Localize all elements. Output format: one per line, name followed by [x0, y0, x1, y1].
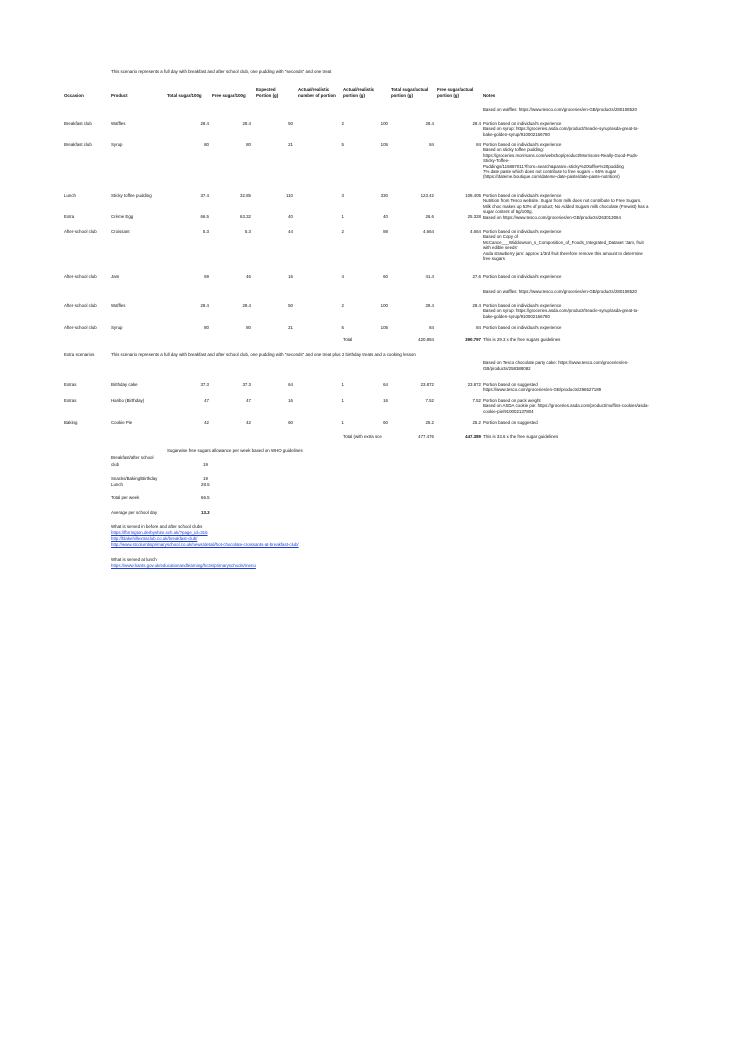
total-note: This is 29.3 x the free sugars guidelines	[483, 337, 561, 342]
cell-total-sugar-actual: 25.2	[425, 420, 434, 425]
note-line: https://groceries.morrisons.com/webshop/product/Morrisons-Really-Good-Puds-	[483, 152, 639, 158]
cell-number-portion: 1	[341, 382, 344, 387]
cell-product: Waffles	[111, 303, 126, 308]
cell-occasion: After-school club	[64, 229, 97, 234]
header-actual-portion-1: Actual/realistic	[343, 87, 375, 92]
header-free-sugar-actual-1: Free sugar/actual	[437, 87, 474, 92]
note-line: 7% date paste which does not contribute to free sugars = 65% sugar	[483, 169, 617, 175]
allowance-average-label: Average per school day	[111, 510, 158, 515]
note-line: (https://dateme.boutique.com/dateme-date-paste/date-paste-nutrition/)	[483, 174, 620, 180]
cell-free-sugar-actual: 23.872	[467, 382, 481, 387]
cell-expected-portion: 44	[288, 229, 293, 234]
allowance-title: Sugarwise free sugars allowance per week based on WHO guidelines	[167, 448, 303, 453]
cell-free-sugar: 37.3	[242, 382, 251, 387]
cell-total-sugar: 28.4	[200, 121, 209, 126]
cell-total-sugar: 66.5	[200, 214, 209, 219]
cell-free-sugar: 47	[246, 398, 251, 403]
cell-occasion: Breakfast club	[64, 121, 92, 126]
header-occasion: Occasion	[64, 93, 84, 98]
cell-free-sugar-actual: 84	[476, 142, 481, 147]
header-notes: Notes	[483, 93, 496, 98]
cell-occasion: Baking	[64, 420, 78, 425]
cell-product: Jam	[111, 274, 120, 279]
cell-number-portion: 5	[341, 142, 344, 147]
note-block	[483, 229, 693, 261]
allowance-breakfast-label-1: Breakfast/after school	[111, 455, 154, 460]
note-line: Based on https://www.tesco.com/groceries/en-GB/products/263013064	[483, 214, 621, 220]
note-block	[483, 398, 693, 414]
header-total-sugar-actual-2: portion (g)	[391, 93, 413, 98]
cell-free-sugar-actual: 25.328	[467, 214, 481, 219]
cell-product: Birthday cake	[111, 382, 138, 387]
cell-product: Haribo (Birthday)	[111, 398, 145, 403]
cell-expected-portion: 21	[288, 142, 293, 147]
cell-total-sugar: 80	[204, 142, 209, 147]
cell-free-sugar: 5.3	[244, 229, 251, 234]
note-line: Based on sticky toffee pudding:	[483, 147, 544, 153]
cell-occasion: Extras	[64, 398, 77, 403]
cell-free-sugar: 32.85	[240, 193, 251, 198]
cell-free-sugar-actual: 28.4	[472, 303, 481, 308]
header-free-sugar-100g: Free sugar/100g	[212, 93, 246, 98]
note-line: https://www.tesco.com/groceries/en-GB/products/296527189	[483, 387, 602, 393]
cell-total-sugar: 47	[204, 398, 209, 403]
cell-actual-portion: 105	[380, 325, 388, 330]
note-block	[483, 289, 693, 294]
note-line: Asda strawberry jam: approx 1/3rd fruit therefore remove this amount to determine	[483, 250, 643, 256]
cell-occasion: Extra	[64, 214, 75, 219]
cell-expected-portion: 60	[288, 420, 293, 425]
note-line: Milk choc makes up 53% of product; No Added Sugars milk chocolate (Frewist) has a	[483, 203, 649, 209]
cell-product: Syrup	[111, 325, 123, 330]
allowance-breakfast-value: 19	[203, 462, 208, 467]
header-free-sugar-actual-2: portion (g)	[437, 93, 459, 98]
allowance-snacks-label: Snacks/Baking/Birthday	[111, 476, 158, 481]
cell-actual-portion: 60	[383, 274, 388, 279]
note-block	[483, 303, 693, 319]
cell-free-sugar: 63.32	[240, 214, 251, 219]
cell-occasion: Lunch	[64, 193, 76, 198]
cell-actual-portion: 64	[383, 382, 388, 387]
free-sugar-sum: 390.797	[465, 337, 481, 342]
cell-product: Syrup	[111, 142, 123, 147]
cell-number-portion: 4	[341, 274, 344, 279]
cell-number-portion: 3	[341, 193, 344, 198]
cell-actual-portion: 100	[380, 121, 388, 126]
cell-free-sugar: 42	[246, 420, 251, 425]
extra-free-sugar-sum: 447.389	[465, 434, 481, 439]
cell-total-sugar-actual: 84	[429, 142, 434, 147]
cell-number-portion: 1	[341, 214, 344, 219]
note-block	[483, 382, 693, 393]
cell-expected-portion: 50	[288, 121, 293, 126]
cell-occasion: After-school club	[64, 325, 97, 330]
cell-free-sugar-actual: 84	[476, 325, 481, 330]
note-line: Portion based on individual's experience	[483, 142, 562, 147]
note-line: Sticky-Toffee-	[483, 158, 510, 164]
cell-expected-portion: 50	[288, 303, 293, 308]
cell-expected-portion: 110	[286, 193, 293, 198]
cell-free-sugar: 28.4	[242, 121, 251, 126]
cell-free-sugar: 28.4	[242, 303, 251, 308]
note-line: Based on syrup: https://groceries.asda.com/product/treacle-syrup/asda-great-to-	[483, 126, 639, 132]
link-lunch-menu[interactable]: https://www.hants.gov.uk/educationandlearning/hc3s/primaryschools/menu	[111, 563, 256, 568]
allowance-breakfast-label-2: club	[111, 462, 120, 467]
note-line: Based on syrup: https://groceries.asda.com/product/treacle-syrup/asda-great-to-	[483, 308, 639, 314]
cell-product: Waffles	[111, 121, 126, 126]
note-block	[483, 121, 693, 137]
cell-product: Crème Egg	[111, 214, 134, 219]
cell-number-portion: 2	[341, 121, 344, 126]
note-block	[483, 193, 693, 220]
cell-total-sugar-actual: 4.664	[423, 229, 434, 234]
note-line: Nutrition from Tesco website. Sugar from milk does not contribute to Free Sugars.	[483, 198, 642, 204]
allowance-total-label: Total per week	[111, 495, 140, 500]
note-block	[483, 325, 693, 330]
cell-free-sugar-actual: 4.664	[470, 229, 481, 234]
note-line: Based on waffles: https://www.tesco.com/groceries/en-GB/products/280108520	[483, 107, 637, 112]
cell-total-sugar: 28.4	[200, 303, 209, 308]
cell-actual-portion: 330	[380, 193, 388, 198]
cell-occasion: After-school club	[64, 303, 97, 308]
cell-product: Cookie Pie	[111, 420, 133, 425]
cell-total-sugar-actual: 41.4	[425, 274, 434, 279]
cell-total-sugar: 69	[204, 274, 209, 279]
note-line: Based on Copy of	[483, 234, 518, 240]
allowance-average-value: 13.3	[201, 510, 210, 515]
extra-description: This scenario represents a full day with breakfast and after school club, one pudding with "seconds" and one treat plus 2 birthday treats and a cooking lesson	[111, 352, 416, 357]
link-school-2[interactable]: http://blakehillextraclub.co.uk/breakfast-club/	[111, 536, 198, 541]
note-line: Portion based on individual's experience	[483, 303, 562, 308]
cell-expected-portion: 40	[288, 214, 293, 219]
cell-total-sugar: 37.3	[200, 382, 209, 387]
allowance-total-value: 66.5	[201, 495, 210, 500]
note-line: free sugars	[483, 256, 505, 262]
header-expected-portion-1: Expected	[256, 87, 276, 92]
note-line: bake-golden-syrup/910002166780	[483, 313, 550, 319]
cell-number-portion: 2	[341, 229, 344, 234]
cell-free-sugar: 80	[246, 142, 251, 147]
cell-total-sugar-actual: 26.6	[425, 214, 434, 219]
cell-actual-portion: 88	[383, 229, 388, 234]
header-total-sugar-actual-1: Total sugar/actual	[391, 87, 429, 92]
cell-number-portion: 5	[341, 325, 344, 330]
note-line: Portion based on individual's experience	[483, 121, 562, 126]
note-line: Portion based on individual's experience	[483, 193, 562, 198]
cell-occasion: After-school club	[64, 274, 97, 279]
cell-expected-portion: 16	[288, 398, 293, 403]
header-total-sugar-100g: Total sugar/100g	[167, 93, 202, 98]
extra-note-top-1: Based on Tesco chocolate party cake: https://www.tesco.com/groceries/en-	[483, 360, 629, 365]
cell-free-sugar: 80	[246, 325, 251, 330]
header-expected-portion-2: Portion (g)	[256, 93, 279, 98]
extra-total-note: This is 33.6 x the free sugar guidelines	[483, 434, 559, 439]
allowance-lunch-value: 28.5	[201, 482, 210, 487]
cell-total-sugar: 80	[204, 325, 209, 330]
note-line: Portion based on suggested	[483, 382, 538, 387]
extra-total-label: Total (with extra sce	[343, 434, 382, 439]
served-clubs-title: What is served in before and after school clubs	[111, 524, 203, 529]
header-actual-number-1: Actual/realistic	[298, 87, 330, 92]
link-school-1[interactable]: https://fbrrington.derbyshire.sch.uk/?page_id=316	[111, 530, 208, 535]
cell-number-portion: 2	[341, 303, 344, 308]
cell-free-sugar-actual: 27.6	[472, 274, 481, 279]
header-actual-portion-2: portion (g)	[343, 93, 365, 98]
cell-total-sugar-actual: 28.4	[425, 121, 434, 126]
note-line: Portion based on individual's experience	[483, 229, 562, 234]
served-lunch-title: What is served at lunch	[111, 557, 157, 562]
cell-free-sugar-actual: 7.52	[472, 398, 481, 403]
cell-occasion: Breakfast club	[64, 142, 92, 147]
cell-number-portion: 1	[341, 420, 344, 425]
note-block	[483, 274, 693, 279]
note-line: Based on waffles: https://www.tesco.com/groceries/en-GB/products/280108520	[483, 289, 637, 294]
cell-free-sugar-actual: 25.2	[472, 420, 481, 425]
extra-label: Extra scenarios	[64, 352, 95, 357]
cell-total-sugar-actual: 84	[429, 325, 434, 330]
cell-total-sugar: 37.4	[200, 193, 209, 198]
cell-actual-portion: 16	[383, 398, 388, 403]
note-line: cookie-pie/910002137804	[483, 408, 534, 414]
note-block	[483, 107, 693, 112]
cell-actual-portion: 40	[383, 214, 388, 219]
allowance-lunch-label: Lunch	[111, 482, 123, 487]
note-line: Portion based on individual's experience	[483, 325, 562, 330]
note-line: Portion based on individual's experience	[483, 274, 562, 279]
header-actual-number-2: number of portion	[298, 93, 336, 98]
cell-total-sugar: 5.3	[202, 229, 209, 234]
note-line: Portion based on suggested	[483, 420, 538, 425]
link-school-3[interactable]: http://www.stcolumbsprimaryschool.co.uk/news/detail/hot-chocolate-croissants-at-breakfast-club/	[111, 542, 299, 547]
allowance-snacks-value: 19	[203, 476, 208, 481]
cell-product: Croissant	[111, 229, 130, 234]
cell-actual-portion: 105	[380, 142, 388, 147]
extra-total-sugar-sum: 477.476	[418, 434, 434, 439]
cell-total-sugar-actual: 7.52	[425, 398, 434, 403]
total-label: Total	[343, 337, 353, 342]
cell-expected-portion: 15	[288, 274, 293, 279]
header-product: Product	[111, 93, 128, 98]
total-sugar-sum: 420.884	[418, 337, 434, 342]
note-line: McCance___Widdowson_s_Composition_of_Foods_Integrated_Dataset 'Jam, fruit	[483, 239, 644, 245]
cell-expected-portion: 21	[288, 325, 293, 330]
cell-occasion: Extras	[64, 382, 77, 387]
note-line: Based on ASDA cookie pie: https://groceries.asda.com/product/muffins-cookies/asda-	[483, 403, 649, 409]
note-line: sugar content of 6g/100g.	[483, 209, 533, 215]
cell-total-sugar-actual: 123.42	[420, 193, 434, 198]
note-block	[483, 420, 693, 425]
cell-total-sugar: 42	[204, 420, 209, 425]
cell-number-portion: 1	[341, 398, 344, 403]
note-line: Puddings/115887011?from=search&param=sticky%20toffee%20pudding	[483, 163, 624, 169]
cell-free-sugar-actual: 108.405	[465, 193, 481, 198]
cell-free-sugar: 46	[246, 274, 251, 279]
cell-actual-portion: 100	[380, 303, 388, 308]
cell-expected-portion: 64	[288, 382, 293, 387]
cell-total-sugar-actual: 28.4	[425, 303, 434, 308]
extra-note-top-2: GB/products/258388082	[483, 366, 531, 371]
cell-product: Sticky toffee pudding	[111, 193, 152, 198]
cell-free-sugar-actual: 28.4	[472, 121, 481, 126]
cell-actual-portion: 60	[383, 420, 388, 425]
cell-total-sugar-actual: 23.872	[420, 382, 434, 387]
scenario-description: This scenario represents a full day with breakfast and after school club, one pudding with "seconds" and one treat	[111, 69, 332, 74]
note-line: with edible seeds'	[483, 245, 518, 251]
note-line: bake-golden-syrup/910002166780	[483, 131, 550, 137]
note-line: Portion based on pack weight	[483, 398, 541, 403]
note-block	[483, 142, 693, 180]
